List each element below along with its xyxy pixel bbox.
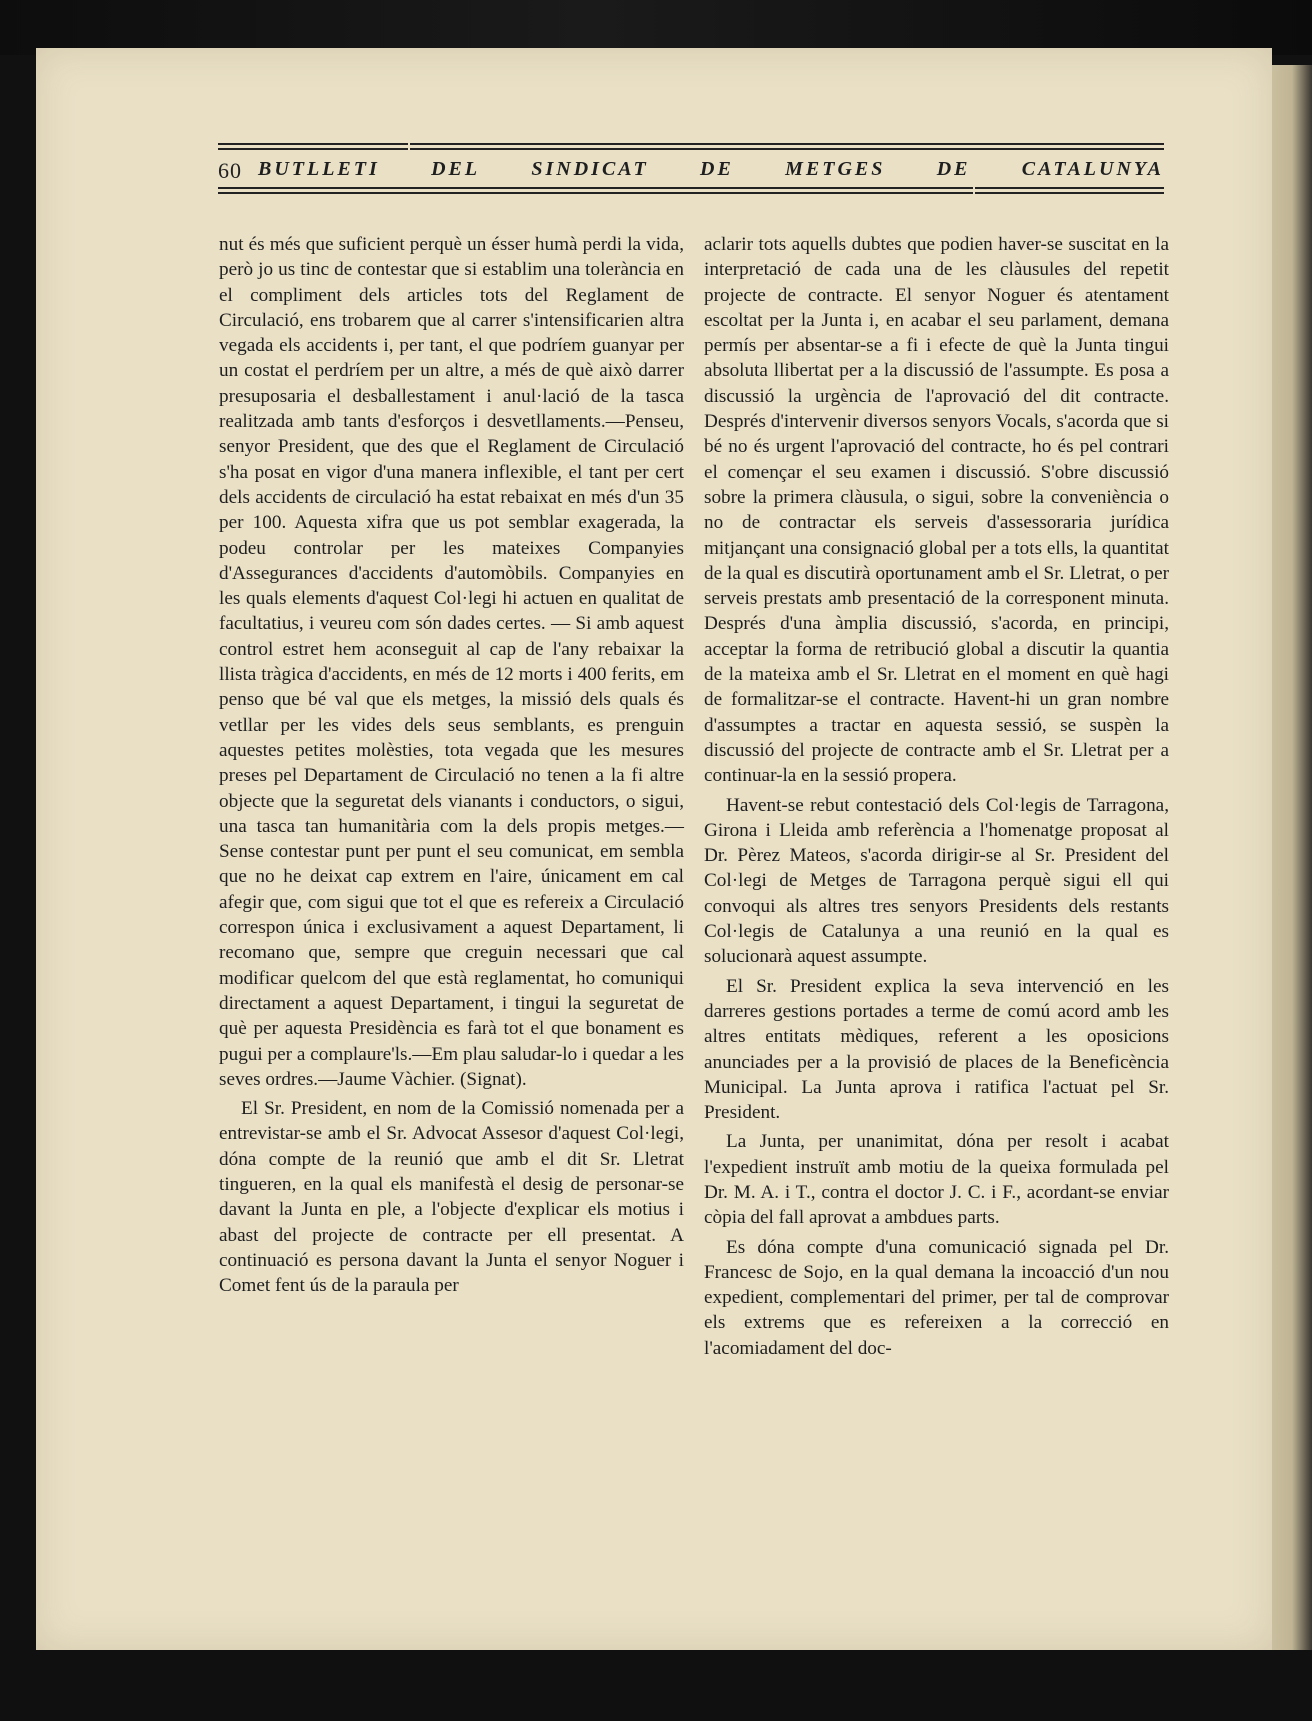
header-rule-top-4: [410, 148, 1164, 150]
title-word: DEL: [431, 158, 481, 180]
paragraph: Havent-se rebut contestació dels Col·legis de Tarragona, Girona i Lleida amb referència a l'homenatge proposat al Dr. Pèrez Mateos, s'acorda dirigir-se al Sr. President del Col·legi de Metges de Tarragona perquè sigui ell qui convoqui als altres tres senyors Presidents dels restants Col·legis de Catalunya a una reunió en la qual es solucionarà aquest assumpte.: [704, 794, 1169, 968]
paragraph: aclarir tots aquells dubtes que podien haver-se suscitat en la interpretació de cada una de les clàusules del repetit projecte de contracte. El senyor Noguer és atentament escoltat per la Junta i, en acabar el seu parlament, demana permís per absentar-se a fi i efecte de què la Junta tingui absoluta llibertat per a la discussió de l'assumpte. Es posa a discussió la urgència de l'aprovació del dit contracte. Després d'intervenir diversos senyors Vocals, s'acorda que si bé no és urgent l'aprovació del contracte, ho és pel contrari el començar el seu examen i discussió. S'obre discussió sobre la primera clàusula, o sigui, sobre la conveniència o no de contractar els serveis d'assessoraria jurídica mitjançant una consignació global per a tots ells, la quantitat de la qual es discutirà oportunament amb el Sr. Lletrat, o per serveis prestats amb presentació de la corresponent minuta. Després d'una àmplia discussió, s'acorda, en principi, acceptar la forma de retribució global a discutir la quantia de la mateixa amb el Sr. Lletrat en el moment en què hagi de formalitzar-se el contracte. Havent-hi un gran nombre d'assumptes a tractar en aquesta sessió, se suspèn la discussió del projecte de contracte amb el Sr. Lletrat per a continuar-la en la sessió propera.: [704, 234, 1169, 787]
header-rule-bottom-1: [218, 187, 973, 189]
header-rule-bottom-2: [218, 192, 973, 194]
paragraph: La Junta, per unanimitat, dóna per resolt i acabat l'expedient instruït amb motiu de la queixa formulada pel Dr. M. A. i T., contra el doctor J. C. i F., acordant-se enviar còpia del fall aprovat a ambdues parts.: [704, 1131, 1169, 1229]
page-number: 60: [218, 158, 242, 183]
title-word: BUTLLETI: [258, 158, 380, 180]
header-rule-top-1: [218, 143, 408, 145]
header-rule-bottom-3: [975, 187, 1164, 189]
scan-background-top: [0, 0, 1312, 55]
header-rule-bottom-4: [975, 192, 1164, 194]
paragraph: El Sr. President, en nom de la Comissió nomenada per a entrevistar-se amb el Sr. Advocat Assesor d'aquest Col·legi, dóna compte de la reunió que amb el dit Sr. Lletrat tingueren, en la qual els manifestà el desig de personar-se davant la Junta en ple, a l'objecte d'explicar els motius i abast del projecte de contracte per ell presentat. A continuació es persona davant la Junta el senyor Noguer i Comet fent ús de la paraula per: [219, 1098, 684, 1297]
right-column: [704, 232, 1169, 1365]
left-column: [219, 232, 684, 1302]
header-rule-top-2: [218, 148, 408, 150]
paragraph: Es dóna compte d'una comunicació signada pel Dr. Francesc de Sojo, en la qual demana la incoacció d'un nou expedient, complementari del primer, per tal de comprovar els extrems que es refereixen a la correcció en l'acomiadament del doc-: [704, 1236, 1169, 1359]
header-rule-top-3: [410, 143, 1164, 145]
title-word: CATALUNYA: [1021, 158, 1164, 180]
title-word: METGES: [785, 158, 886, 180]
paragraph: El Sr. President explica la seva intervenció en les darreres gestions portades a terme de comú acord amb les altres entitats mèdiques, referent a les oposicions anunciades per a la provisió de places de la Beneficència Municipal. La Junta aprova i ratifica l'actuat pel Sr. President.: [704, 975, 1169, 1124]
title-word: DE: [700, 158, 734, 180]
paragraph: nut és més que suficient perquè un ésser humà perdi la vida, però jo us tinc de contestar que si establim una tolerància en el compliment dels articles tots del Reglament de Circulació, ens trobarem que al carrer s'intensificarien altra vegada els accidents i, per tant, el que podríem guanyar per un costat el perdríem per un altre, a més de què això darrer presuposaria el desballestament i anul·lació de la tasca realitzada amb tants d'esforços i desvetllaments.—Penseu, senyor President, que des que el Reglament de Circulació s'ha posat en vigor d'una manera inflexible, el tant per cert dels accidents de circulació ha estat rebaixat en més d'un 35 per 100. Aquesta xifra que us pot semblar exagerada, la podeu controlar per les mateixes Companyies d'Assegurances d'accidents d'automòbils. Companyies en les quals elements d'aquest Col·legi hi actuen en qualitat de facultatius, i veureu com són dades certes. — Si amb aquest control estret hem aconseguit al cap de l'any rebaixar la llista tràgica d'accidents, en més de 12 morts i 400 ferits, em penso que bé val que els metges, la missió dels quals és vetllar per les vides dels seus semblants, es prenguin aquestes petites molèsties, tota vegada que les mesures preses pel Departament de Circulació no tenen a la fi altre objecte que la seguretat dels vianants i conductors, o sigui, una tasca tan humanitària com la dels propis metges.—Sense contestar punt per punt el seu comunicat, em sembla que no he deixat cap extrem en l'aire, únicament em cal afegir que, com sigui que tot el que es refereix a Circulació correspon única i exclusivament a aquest Departament, li recomano que, sempre que creguin necessari que cal modificar quelcom del que està reglamentat, ho comuniqui directament a aquest Departament, i tingui la seguretat de què per aquesta Presidència es farà tot el que bonament es pugui per a complaure'ls.—Em plau saludar-lo i quedar a les seves ordres.—Jaume Vàchier. (Signat).: [219, 234, 684, 1090]
title-word: SINDICAT: [531, 158, 649, 180]
scan-background-bottom: [0, 1640, 1312, 1721]
journal-title: [258, 158, 1164, 181]
title-word: DE: [936, 158, 971, 180]
running-header: [218, 143, 1164, 201]
